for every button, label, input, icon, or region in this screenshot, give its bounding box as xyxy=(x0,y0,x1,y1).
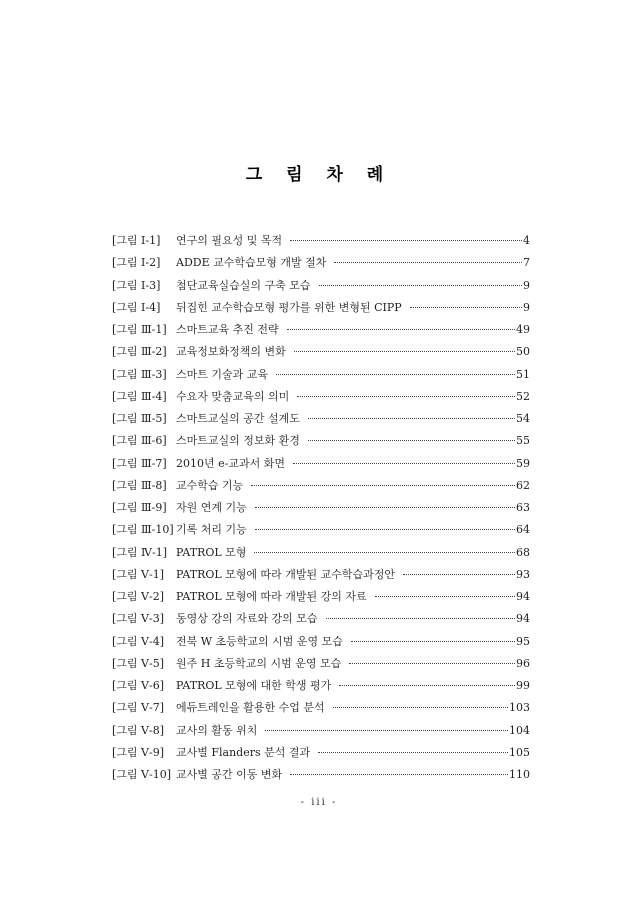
figure-label: [그림 Ⅴ-4] xyxy=(112,634,164,648)
figure-label: [그림 Ⅰ-3] xyxy=(112,278,161,292)
figure-label: [그림 Ⅴ-2] xyxy=(112,590,164,603)
figure-title: 연구의 필요성 및 목적 xyxy=(176,234,283,247)
figure-title: 에듀트레인을 활용한 수업 분석 xyxy=(176,701,325,715)
figure-title: 자원 연계 기능 xyxy=(176,501,247,514)
figure-page-number: 110 xyxy=(509,768,530,781)
figure-title: 스마트교실의 정보화 환경 xyxy=(176,434,300,448)
toc-entry[interactable] xyxy=(112,722,530,744)
figure-title: 전북 W 초등학교의 시범 운영 모습 xyxy=(176,634,343,648)
figure-page-number: 105 xyxy=(509,745,530,759)
figure-page-number: 63 xyxy=(516,501,530,514)
figure-page-number: 59 xyxy=(516,456,530,470)
dot-leader xyxy=(349,663,515,664)
figure-page-number: 9 xyxy=(523,278,530,292)
page-number-footer: - iii - xyxy=(300,797,338,808)
toc-entry[interactable] xyxy=(112,455,530,477)
figure-title: ADDE 교수학습모형 개발 절차 xyxy=(176,256,327,270)
dot-leader xyxy=(290,774,508,775)
dot-leader xyxy=(297,396,515,397)
dot-leader xyxy=(334,262,522,263)
toc-entry[interactable] xyxy=(112,321,530,343)
figure-page-number: 4 xyxy=(523,234,530,247)
toc-entry[interactable] xyxy=(112,277,530,299)
dot-leader xyxy=(319,285,522,286)
dot-leader xyxy=(318,752,508,753)
figure-label: [그림 Ⅲ-7] xyxy=(112,456,167,470)
figure-title: 2010년 e-교과서 화면 xyxy=(176,456,285,470)
toc-entry[interactable] xyxy=(112,566,530,588)
figure-page-number: 62 xyxy=(516,478,530,492)
figure-title: PATROL 모형에 따라 개발된 강의 자료 xyxy=(176,590,367,603)
figure-title: 교사별 공간 이동 변화 xyxy=(176,768,283,781)
figure-title: PATROL 모형에 따라 개발된 교수학습과정안 xyxy=(176,567,396,581)
toc-entry[interactable] xyxy=(112,521,530,543)
figure-page-number: 104 xyxy=(509,723,530,737)
dot-leader xyxy=(255,529,515,530)
dot-leader xyxy=(410,307,522,308)
figure-title: 교사의 활동 위치 xyxy=(176,723,258,737)
toc-entry[interactable] xyxy=(112,432,530,454)
toc-entry[interactable] xyxy=(112,610,530,632)
figure-page-number: 52 xyxy=(516,389,530,403)
figure-title: 첨단교육실습실의 구축 모습 xyxy=(176,278,311,292)
figure-title: 스마트교육 추진 전략 xyxy=(176,323,279,336)
figure-label: [그림 Ⅴ-10] xyxy=(112,768,171,781)
figure-label: [그림 Ⅰ-2] xyxy=(112,256,161,270)
figure-page-number: 51 xyxy=(516,367,530,381)
figure-label: [그림 Ⅲ-1] xyxy=(112,323,167,336)
toc-entry[interactable] xyxy=(112,254,530,276)
figure-label: [그림 Ⅴ-1] xyxy=(112,567,164,581)
toc-entry[interactable] xyxy=(112,655,530,677)
dot-leader xyxy=(308,440,515,441)
figure-title: 스마트 기술과 교육 xyxy=(176,367,269,381)
figure-page-number: 50 xyxy=(516,345,530,359)
dot-leader xyxy=(339,685,515,686)
figure-label: [그림 Ⅰ-1] xyxy=(112,234,161,247)
figure-label: [그림 Ⅲ-2] xyxy=(112,345,167,359)
figure-page-number: 49 xyxy=(516,323,530,336)
figure-label: [그림 Ⅲ-8] xyxy=(112,478,167,492)
figure-label: [그림 Ⅴ-9] xyxy=(112,745,164,759)
figure-page-number: 94 xyxy=(516,590,530,603)
figure-title: 스마트교실의 공간 설계도 xyxy=(176,412,300,425)
figure-page-number: 55 xyxy=(516,434,530,448)
figure-page-number: 95 xyxy=(516,634,530,648)
dot-leader xyxy=(326,618,516,619)
dot-leader xyxy=(251,485,515,486)
figure-list xyxy=(112,232,530,788)
figure-page-number: 54 xyxy=(516,412,530,425)
toc-entry[interactable] xyxy=(112,388,530,410)
figure-title: 동영상 강의 자료와 강의 모습 xyxy=(176,612,318,626)
dot-leader xyxy=(265,730,508,731)
figure-title: 교수학습 기능 xyxy=(176,478,244,492)
figure-label: [그림 Ⅴ-5] xyxy=(112,656,164,670)
figure-page-number: 99 xyxy=(516,679,530,692)
figure-label: [그림 Ⅴ-7] xyxy=(112,701,164,715)
figure-label: [그림 Ⅴ-6] xyxy=(112,679,164,692)
figure-title: 뒤집힌 교수학습모형 평가를 위한 변형된 CIPP xyxy=(176,300,402,314)
dot-leader xyxy=(351,641,515,642)
dot-leader xyxy=(375,596,515,597)
figure-label: [그림 Ⅳ-1] xyxy=(112,545,168,559)
dot-leader xyxy=(287,329,515,330)
toc-entry[interactable] xyxy=(112,677,530,699)
dot-leader xyxy=(293,463,515,464)
toc-entry[interactable] xyxy=(112,499,530,521)
toc-entry[interactable] xyxy=(112,232,530,254)
dot-leader xyxy=(290,240,522,241)
dot-leader xyxy=(403,574,515,575)
figure-page-number: 103 xyxy=(509,701,530,715)
toc-entry[interactable] xyxy=(112,366,530,388)
figure-label: [그림 Ⅲ-4] xyxy=(112,389,167,403)
figure-page-number: 64 xyxy=(516,523,530,537)
toc-entry[interactable] xyxy=(112,588,530,610)
figure-title: 교사별 Flanders 분석 결과 xyxy=(176,745,311,759)
figure-label: [그림 Ⅴ-3] xyxy=(112,612,164,626)
dot-leader xyxy=(308,418,515,419)
dot-leader xyxy=(254,552,515,553)
figure-label: [그림 Ⅴ-8] xyxy=(112,723,164,737)
figure-title: 원주 H 초등학교의 시범 운영 모습 xyxy=(176,656,342,670)
toc-entry[interactable] xyxy=(112,766,530,788)
figure-page-number: 68 xyxy=(516,545,530,559)
figure-page-number: 7 xyxy=(523,256,530,270)
toc-entry[interactable] xyxy=(112,343,530,365)
toc-entry[interactable] xyxy=(112,544,530,566)
figure-title: 수요자 맞춤교육의 의미 xyxy=(176,389,290,403)
figure-label: [그림 Ⅰ-4] xyxy=(112,300,161,314)
figure-label: [그림 Ⅲ-3] xyxy=(112,367,167,381)
toc-entry[interactable] xyxy=(112,477,530,499)
figure-page-number: 96 xyxy=(516,656,530,670)
toc-entry[interactable] xyxy=(112,410,530,432)
figure-label: [그림 Ⅲ-6] xyxy=(112,434,167,448)
toc-entry[interactable] xyxy=(112,744,530,766)
dot-leader xyxy=(333,707,508,708)
dot-leader xyxy=(255,507,515,508)
figure-label: [그림 Ⅲ-9] xyxy=(112,501,167,514)
toc-entry[interactable] xyxy=(112,633,530,655)
figure-label: [그림 Ⅲ-5] xyxy=(112,412,167,425)
figure-page-number: 94 xyxy=(516,612,530,626)
figure-label: [그림 Ⅲ-10] xyxy=(112,523,174,537)
figure-title: PATROL 모형 xyxy=(176,545,247,559)
dot-leader xyxy=(276,374,515,375)
figure-title: PATROL 모형에 대한 학생 평가 xyxy=(176,679,332,692)
page-title: 그 림 차 례 xyxy=(245,165,393,185)
figure-title: 교육정보화정책의 변화 xyxy=(176,345,286,359)
figure-page-number: 9 xyxy=(523,300,530,314)
figure-title: 기록 처리 기능 xyxy=(176,523,247,537)
figure-page-number: 93 xyxy=(516,567,530,581)
toc-entry[interactable] xyxy=(112,699,530,721)
dot-leader xyxy=(294,351,515,352)
toc-entry[interactable] xyxy=(112,299,530,321)
